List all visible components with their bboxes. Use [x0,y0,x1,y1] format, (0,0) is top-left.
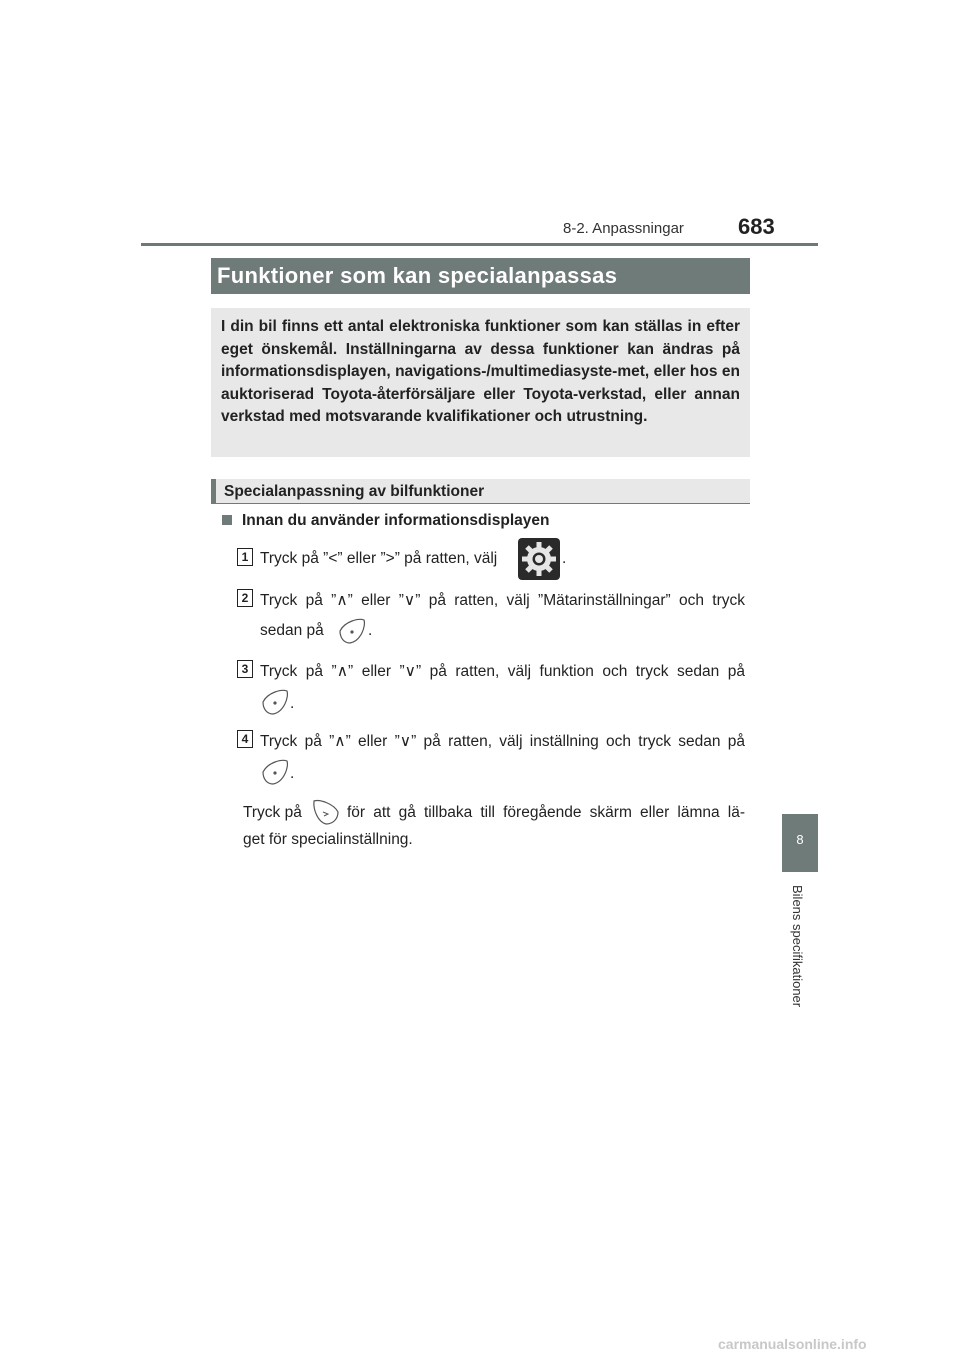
step-2-text-c: ” på ratten, välj ”Mätarinställningar” och tryck [415,592,746,609]
step-2-text-d: sedan på [260,622,324,639]
enter-button-icon [260,688,290,716]
step-number-2: 2 [237,589,253,607]
down-arrow-symbol: ∨ [403,592,416,609]
down-arrow-symbol: ∨ [399,733,412,750]
step-4-text-b: ” eller ” [345,733,400,750]
footer-watermark: carmanualsonline.info [718,1336,867,1352]
step-1-text-b: ” eller ” [337,550,386,567]
step-number-4: 4 [237,730,253,748]
subheading-bar [211,479,750,504]
step-3-text-b: ” eller ” [348,663,405,680]
bullet-heading-text: Innan du använder informationsdisplayen [242,512,550,529]
left-arrow-symbol: < [328,550,338,567]
step-1-text-a: Tryck på ” [260,550,329,567]
back-note-after: för att gå tillbaka till föregående skärm eller lämna lä- [347,804,745,821]
back-note-line-1 [347,802,745,824]
back-note-before: Tryck på [243,804,302,821]
step-2-line-1 [260,590,745,612]
page-title: Funktioner som kan specialanpassas [211,258,750,294]
step-4-line-1 [260,731,745,753]
down-arrow-symbol: ∨ [404,663,416,680]
section-title: 8-2. Anpassningar [563,220,684,237]
up-arrow-symbol: ∧ [334,733,346,750]
step-number-1: 1 [237,548,253,566]
subheading: Specialanpassning av bilfunktioner [224,483,485,500]
step-number-3: 3 [237,660,253,678]
back-button-icon [311,798,341,826]
step-4-text-c: ” på ratten, välj inställning och tryck sedan på [411,733,745,750]
up-arrow-symbol: ∧ [336,592,348,609]
step-1 [260,548,497,570]
chapter-number: 8 [796,832,804,847]
bullet-heading [222,512,549,530]
back-note-line-2: get för specialinställning. [243,831,413,848]
step-4-end: . [290,765,295,782]
bullet-square-icon [222,515,232,525]
settings-gear-icon [518,538,560,580]
intro-text: I din bil finns ett antal elektroniska funktioner som kan ställas in efter eget önskemål. Inställningarna av dessa funktioner kan ändras på informationsdisplayen, navigations-/multimediasyste-met, eller hos en auktoriserad Toyota-återförsäljare eller Toyota-verkstad, eller annan verkstad med motsvarande kvalifikationer och utrustning. [221,318,740,426]
step-3-line-1 [260,661,745,683]
step-2-line-2 [260,620,324,642]
step-2-text-b: ” eller ” [347,592,404,609]
chapter-tab [782,814,818,872]
step-3-text-c: ” på ratten, välj funktion och tryck sedan på [416,663,745,680]
step-2-end: . [368,622,373,639]
step-4-text-a: Tryck på ” [260,733,335,750]
step-3-text-a: Tryck på ” [260,663,337,680]
step-1-end: . [562,550,567,567]
enter-button-icon [337,617,367,645]
enter-button-icon [260,758,290,786]
chapter-label: Bilens specifikationer [790,885,805,1008]
up-arrow-symbol: ∧ [336,663,349,680]
intro-box [211,308,750,457]
subheading-rule [211,503,750,504]
header-rule [141,243,818,246]
subheading-accent [211,479,216,504]
page-number: 683 [738,214,775,239]
step-1-text-c: ” på ratten, välj [394,550,498,567]
right-arrow-symbol: > [385,550,395,567]
step-3-end: . [290,695,295,712]
step-2-text-a: Tryck på ” [260,592,337,609]
